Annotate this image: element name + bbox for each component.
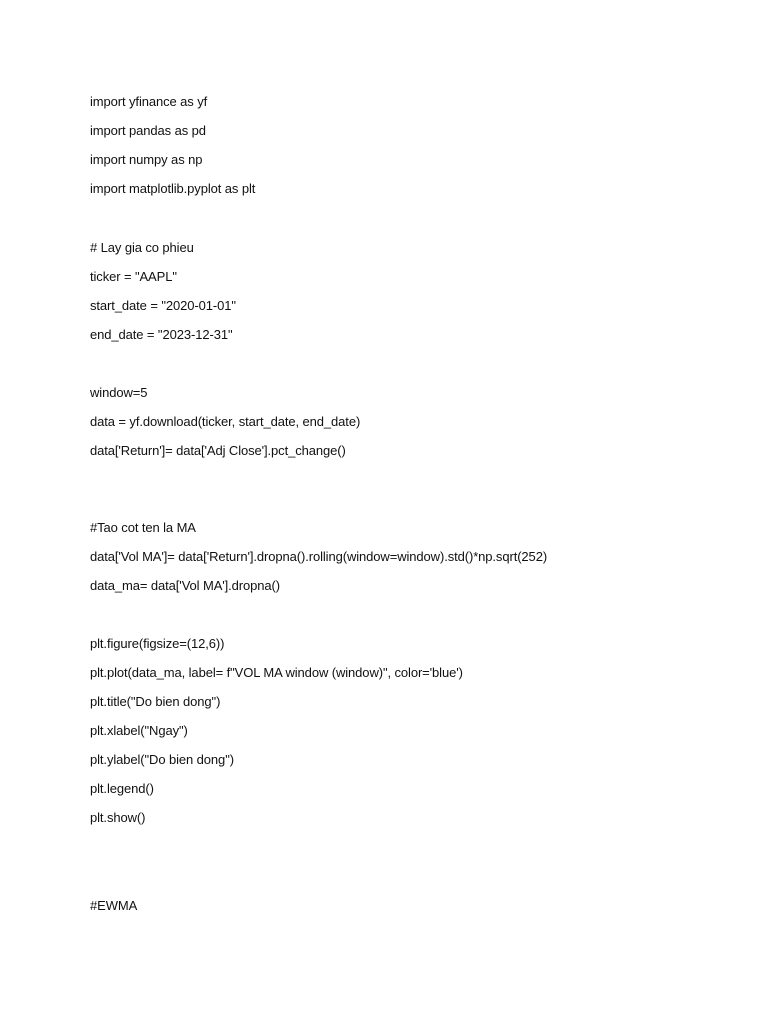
code-line-end-date: end_date = "2023-12-31" xyxy=(90,327,233,342)
code-line-start-date: start_date = "2020-01-01" xyxy=(90,298,236,313)
code-comment-lay-gia: # Lay gia co phieu xyxy=(90,240,194,255)
code-line-download: data = yf.download(ticker, start_date, end_date) xyxy=(90,414,361,429)
code-line-return: data['Return']= data['Adj Close'].pct_change() xyxy=(90,443,346,458)
code-line-xlabel: plt.xlabel("Ngay") xyxy=(90,723,188,738)
code-line-import-pandas: import pandas as pd xyxy=(90,123,206,138)
code-line-import-yfinance: import yfinance as yf xyxy=(90,94,208,109)
code-line-figure: plt.figure(figsize=(12,6)) xyxy=(90,636,225,651)
code-comment-ewma: #EWMA xyxy=(90,898,138,913)
code-line-import-matplotlib: import matplotlib.pyplot as plt xyxy=(90,181,256,196)
code-line-ticker: ticker = "AAPL" xyxy=(90,269,177,284)
code-line-data-ma: data_ma= data['Vol MA'].dropna() xyxy=(90,578,281,593)
code-line-import-numpy: import numpy as np xyxy=(90,152,203,167)
code-line-ylabel: plt.ylabel("Do bien dong") xyxy=(90,752,234,767)
code-line-vol-ma: data['Vol MA']= data['Return'].dropna().rolling(window=window).std()*np.sqrt(252) xyxy=(90,549,548,564)
code-line-show: plt.show() xyxy=(90,810,146,825)
code-comment-tao-cot: #Tao cot ten la MA xyxy=(90,520,196,535)
code-line-window: window=5 xyxy=(90,385,148,400)
code-line-title: plt.title("Do bien dong") xyxy=(90,694,221,709)
code-line-legend: plt.legend() xyxy=(90,781,154,796)
code-line-plot: plt.plot(data_ma, label= f"VOL MA window (window)", color='blue') xyxy=(90,665,463,680)
